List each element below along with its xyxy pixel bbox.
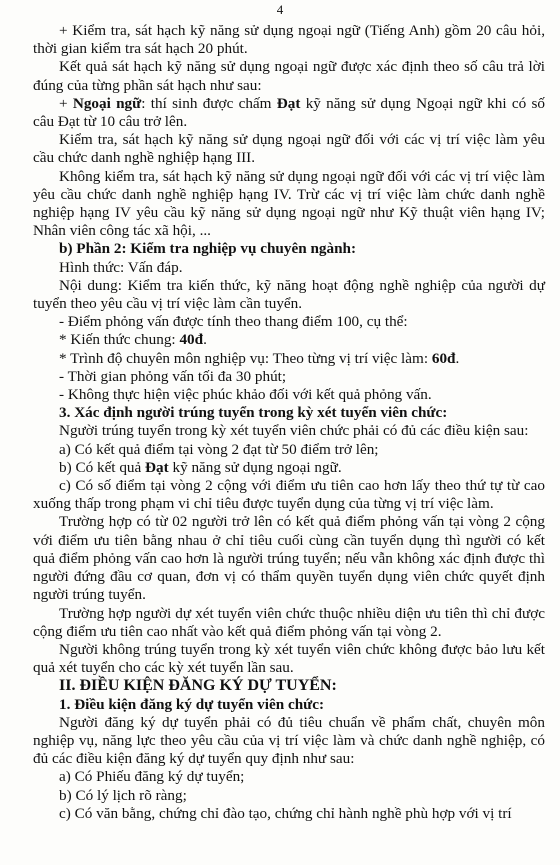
paragraph-25 [33, 768, 545, 786]
text-run: Không kiểm tra, sát hạch kỹ năng sử dụng ngoại ngữ đối với các vị trí việc làm yêu cầu chức danh nghề nghiệp hạng IV. Trừ các vị trí việc làm chức danh nghề nghiệp hạng IV yêu cầu kỹ năng sử dụng ngoại ngữ như Kỹ thuật viên hạng IV; Nhân viên công tác xã hội, ... [33, 167, 545, 240]
page-number: 4 [276, 2, 284, 17]
paragraph-21 [33, 641, 545, 677]
text-run: Trường hợp người dự xét tuyển viên chức thuộc nhiều diện ưu tiên thì chỉ được cộng điểm ưu tiên cao nhất vào kết quả điểm phỏng vấn tại vòng 2. [33, 604, 545, 640]
text-run: Người đăng ký dự tuyển phải có đủ tiêu chuẩn về phẩm chất, chuyên môn nghiệp vụ, năng lực theo yêu cầu của vị trí việc làm và chức danh nghề nghiệp, có đủ các điều kiện đăng ký dự tuyển quy định như sau: [33, 713, 545, 768]
text-run: 3. Xác định người trúng tuyển trong kỳ xét tuyển viên chức: [59, 404, 448, 422]
text-run: kỹ năng sử dụng ngoại ngữ. [168, 458, 342, 476]
text-run: Người không trúng tuyển trong kỳ xét tuyển viên chức không được bảo lưu kết quả xét tuyển cho các kỳ xét tuyển lần sau. [33, 640, 545, 677]
text-run: 1. Điều kiện đăng ký dự tuyển viên chức: [59, 695, 325, 713]
paragraph-8 [33, 277, 545, 313]
text-run: Kiểm tra, sát hạch kỹ năng sử dụng ngoại ngữ đối với các vị trí việc làm yêu cầu chức danh nghề nghiệp hạng III. [33, 131, 545, 167]
text-run: * Trình độ chuyên môn nghiệp vụ: Theo từng vị trí việc làm: [59, 349, 432, 367]
paragraph-27 [33, 805, 545, 823]
document-body [33, 22, 545, 823]
paragraph-14 [33, 404, 545, 422]
paragraph-11 [33, 350, 545, 368]
text-run: b) Có lý lịch rõ ràng; [59, 786, 187, 804]
paragraph-9 [33, 313, 545, 331]
paragraph-17 [33, 459, 545, 477]
text-run: + Kiểm tra, sát hạch kỹ năng sử dụng ngoại ngữ (Tiếng Anh) gồm 20 câu hỏi, thời gian kiểm tra sát hạch 20 phút. [33, 22, 545, 58]
paragraph-3 [33, 95, 545, 131]
paragraph-10 [33, 331, 545, 349]
paragraph-7 [33, 259, 545, 277]
paragraph-2 [33, 58, 545, 94]
text-run: Đạt [145, 458, 169, 476]
text-run: b) Có kết quả [59, 458, 146, 476]
paragraph-1 [33, 22, 545, 58]
text-run: - Không thực hiện việc phúc khảo đối với kết quả phỏng vấn. [59, 386, 432, 404]
paragraph-20 [33, 605, 545, 641]
text-run: 40đ [179, 331, 204, 349]
paragraph-24 [33, 714, 545, 769]
text-run: Ngoại ngữ [72, 94, 142, 112]
text-run: : thí sinh được chấm [141, 94, 277, 112]
paragraph-18 [33, 477, 545, 513]
text-run: II. ĐIỀU KIỆN ĐĂNG KÝ DỰ TUYỂN: [59, 677, 337, 695]
text-run: a) Có kết quả điểm tại vòng 2 đạt từ 50 điểm trở lên; [59, 440, 379, 458]
text-run: b) Phần 2: Kiểm tra nghiệp vụ chuyên ngành: [59, 240, 357, 258]
paragraph-13 [33, 386, 545, 404]
text-run: - Điểm phỏng vấn được tính theo thang điểm 100, cụ thể: [59, 313, 408, 331]
text-run: . [455, 349, 460, 367]
paragraph-23 [33, 696, 545, 714]
text-run: c) Có văn bằng, chứng chỉ đào tạo, chứng chỉ hành nghề phù hợp với vị trí [59, 804, 512, 822]
text-run: * Kiến thức chung: [59, 331, 180, 349]
paragraph-4 [33, 131, 545, 167]
text-run: Hình thức: Vấn đáp. [59, 258, 183, 276]
text-run: - Thời gian phỏng vấn tối đa 30 phút; [59, 367, 287, 385]
text-run: 60đ [431, 349, 456, 367]
text-run: kỹ năng sử dụng Ngoại ngữ khi có số câu Đạt từ 10 câu trở lên. [33, 94, 545, 131]
paragraph-26 [33, 787, 545, 805]
text-run: + [59, 94, 73, 112]
text-run: Trường hợp có từ 02 người trở lên có kết quả điểm phỏng vấn tại vòng 2 cộng với điểm ưu tiên bằng nhau ở chỉ tiêu cuối cùng cần tuyển dụng thì người có kết quả điểm phỏng vấn cao hơn là người trúng tuyển; nếu vẫn không xác định được thì người đứng đầu cơ quan, đơn vị có thẩm quyền tuyển dụng viên chức quyết định người trúng tuyển. [33, 513, 545, 604]
text-run: c) Có số điểm tại vòng 2 cộng với điểm ưu tiên cao hơn lấy theo thứ tự từ cao xuống thấp trong phạm vi chỉ tiêu được tuyển dụng của từng vị trí việc làm. [33, 477, 545, 513]
paragraph-6 [33, 240, 545, 258]
text-run: Đạt [276, 94, 301, 112]
paragraph-16 [33, 441, 545, 459]
paragraph-5 [33, 168, 545, 241]
text-run: a) Có Phiếu đăng ký dự tuyển; [59, 768, 245, 786]
paragraph-15 [33, 422, 545, 440]
text-run: . [203, 331, 207, 349]
paragraph-12 [33, 368, 545, 386]
text-run: Kết quả sát hạch kỹ năng sử dụng ngoại ngữ được xác định theo số câu trả lời đúng của từng phần sát hạch như sau: [33, 58, 545, 94]
text-run: Người trúng tuyển trong kỳ xét tuyển viên chức phải có đủ các điều kiện sau: [59, 422, 529, 440]
paragraph-19 [33, 513, 545, 604]
text-run: Nội dung: Kiểm tra kiến thức, kỹ năng hoạt động nghề nghiệp của người dự tuyển theo yêu cầu vị trí việc làm cần tuyển. [33, 276, 545, 313]
paragraph-22 [33, 677, 545, 695]
